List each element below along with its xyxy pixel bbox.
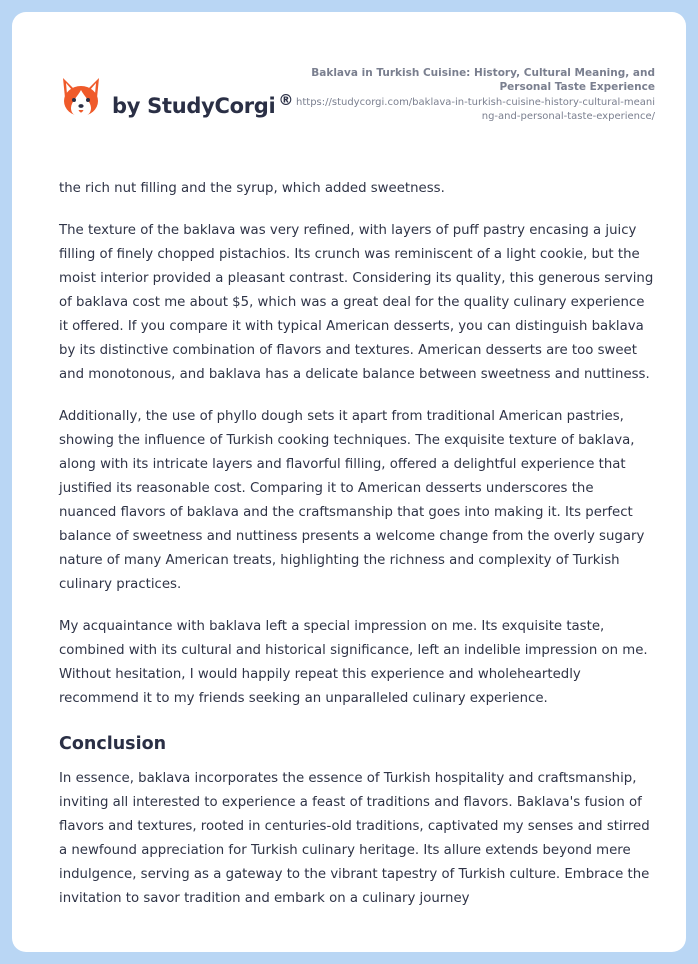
body-paragraph: Additionally, the use of phyllo dough sets it apart from traditional American pastries, showing the influence of Turkish cooking techniques. The exquisite texture of baklava, along with its intricate layers and flavorful filling, offered a delightful experience that justified its reasonable cost. Comparing it to American desserts underscores the nuanced flavors of baklava and the craftsmanship that goes into making it. Its perfect balance of sweetness and nuttiness presents a welcome change from the overly sugary nature of many American treats, highlighting the richness and complexity of Turkish culinary practices.	[59, 409, 645, 592]
body-paragraph: The texture of the baklava was very refined, with layers of puff pastry encasing a juicy filling of finely chopped pistachios. Its crunch was reminiscent of a light cookie, but the moist interior provided a pleasant contrast. Considering its quality, this generous serving of baklava cost me about $5, which was a great deal for the quality culinary experience it offered. If you compare it with typical American desserts, you can distinguish baklava by its distinctive combination of flavors and textures. American desserts are too sweet and monotonous, and baklava has a delicate balance between sweetness and nuttiness.	[59, 223, 654, 382]
page-header	[12, 12, 686, 162]
body-paragraph: In essence, baklava incorporates the essence of Turkish hospitality and craftsmanship, inviting all interested to experience a feast of traditions and flavors. Baklava's fusion of flavors and textures, rooted in centuries-old traditions, captivated my senses and stirred a newfound appreciation for Turkish culinary heritage. Its allure extends beyond mere indulgence, serving as a gateway to the vibrant tapestry of Turkish culture. Embrace the invitation to savor tradition and embark on a culinary journey	[59, 771, 650, 906]
registered-mark: ®	[278, 91, 294, 109]
document-body	[59, 177, 655, 929]
body-paragraph: My acquaintance with baklava left a special impression on me. Its exquisite taste, combined with its cultural and historical significance, left an indelible impression on me. Without hesitation, I would happily repeat this experience and wholeheartedly recommend it to my friends seeking an unparalleled culinary experience.	[59, 619, 648, 706]
document-title: Baklava in Turkish Cuisine: History, Cultural Meaning, and Personal Taste Experience	[311, 67, 655, 93]
corgi-logo-icon	[59, 76, 103, 120]
document-page	[12, 12, 686, 952]
document-info	[295, 66, 655, 123]
brand-name: by StudyCorgi	[112, 94, 276, 118]
conclusion-heading: Conclusion	[59, 734, 167, 754]
body-paragraph: the rich nut filling and the syrup, which added sweetness.	[59, 181, 445, 196]
document-url[interactable]: https://studycorgi.com/baklava-in-turkish-cuisine-history-cultural-meaning-and-personal-taste-experience/	[296, 97, 655, 122]
studycorgi-logo[interactable]	[59, 76, 293, 120]
